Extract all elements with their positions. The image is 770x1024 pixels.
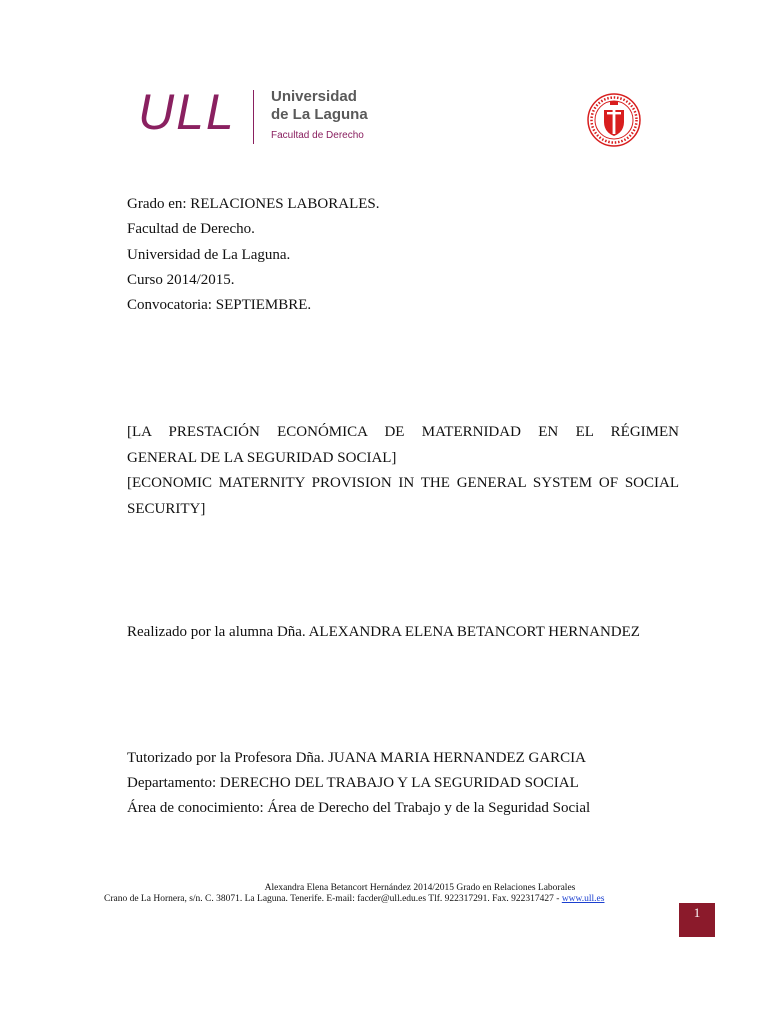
author-line: Realizado por la alumna Dña. ALEXANDRA ELENA BETANCORT HERNANDEZ [127, 624, 640, 640]
departamento-line: Departamento: DERECHO DEL TRABAJO Y LA SEGURIDAD SOCIAL [127, 775, 579, 791]
title-en-line1: [ECONOMIC MATERNITY PROVISION IN THE GENERAL SYSTEM OF SOCIAL [127, 475, 679, 491]
university-logo [138, 86, 378, 148]
footer-website-link[interactable]: www.ull.es [561, 894, 605, 904]
logo-divider [253, 90, 254, 144]
logo-faculty: Facultad de Derecho [271, 130, 364, 141]
footer-address: Crano de La Hornera, s/n. C. 38071. La Laguna. Tenerife. E-mail: facder@ull.edu.es Tlf. 922317291. Fax. 922317427 - [104, 894, 562, 904]
ull-logo-mark: ULL [138, 84, 236, 140]
title-es-line2: GENERAL DE LA SEGURIDAD SOCIAL] [127, 449, 397, 466]
university-seal-icon [584, 92, 644, 148]
footer-author-line: Alexandra Elena Betancort Hernández 2014/2015 Grado en Relaciones Laborales [264, 883, 576, 893]
universidad-line: Universidad de La Laguna. [127, 247, 291, 263]
logo-name-line2: de La Laguna [271, 106, 368, 123]
curso-line: Curso 2014/2015. [127, 272, 235, 288]
convocatoria-line: Convocatoria: SEPTIEMBRE. [127, 297, 312, 313]
title-en-line2: SECURITY] [127, 500, 206, 517]
footer-address-line [104, 893, 604, 905]
grado-line: Grado en: RELACIONES LABORALES. [127, 196, 380, 212]
thesis-title [127, 420, 679, 522]
page-number-badge: 1 [679, 903, 715, 937]
facultad-line: Facultad de Derecho. [127, 221, 255, 237]
logo-name-line1: Universidad [271, 88, 357, 105]
logo-university-name [271, 88, 368, 124]
area-line: Área de conocimiento: Área de Derecho del Trabajo y de la Seguridad Social [127, 800, 591, 816]
title-es-line1: [LA PRESTACIÓN ECONÓMICA DE MATERNIDAD EN EL RÉGIMEN [127, 424, 679, 440]
tutor-line: Tutorizado por la Profesora Dña. JUANA MARIA HERNANDEZ GARCIA [127, 750, 586, 766]
